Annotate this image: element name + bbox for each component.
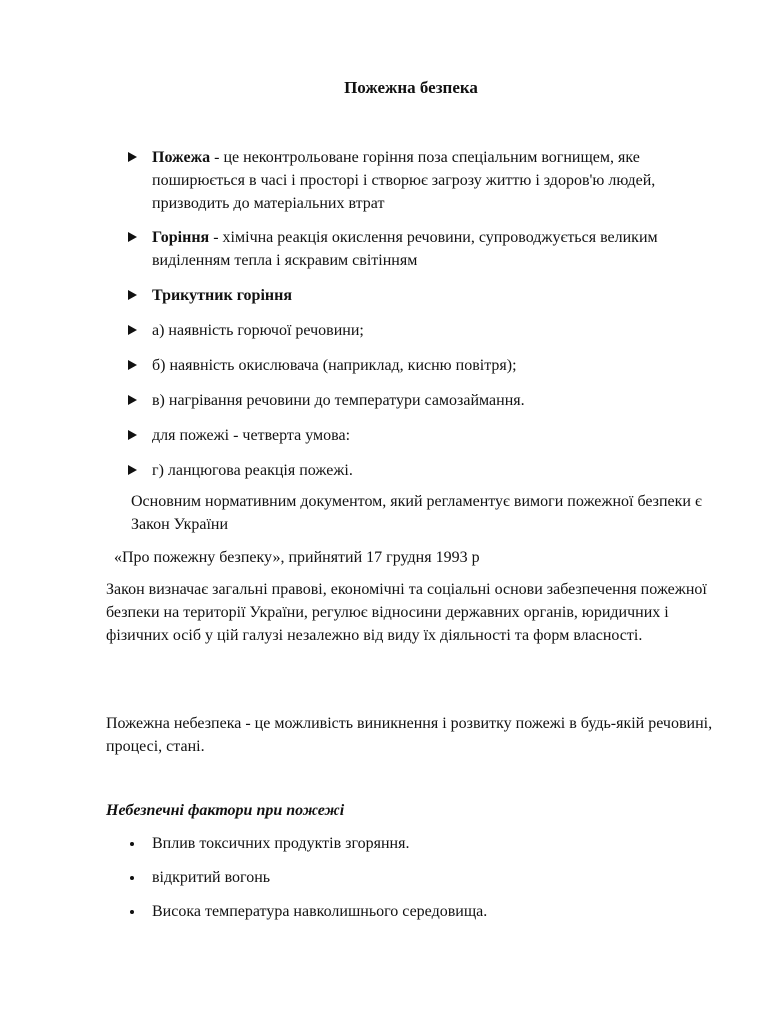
list-item <box>128 389 718 412</box>
list-item <box>128 900 688 923</box>
dot-bullet-icon <box>130 910 134 914</box>
regulatory-document-paragraph: Основним нормативним документом, який регламентує вимоги пожежної безпеки є Закон України <box>131 493 702 533</box>
dot-bullet-icon <box>130 876 134 880</box>
list-item-text: в) нагрівання речовини до температури самозаймання. <box>152 392 525 409</box>
list-item-text: - це неконтрольоване горіння поза спеціальним вогнищем, яке поширюється в часі і просторі і створює загрозу життю і здоров'ю людей, призводить до матеріальних втрат <box>152 149 656 212</box>
law-definition-paragraph: Закон визначає загальні правові, економічні та соціальні основи забезпечення пожежної безпеки на території України, регулює відносини державних органів, юридичних і фізичних осіб у цій галузі незалежно від виду їх діяльності та форм власності. <box>106 581 707 644</box>
list-item <box>128 146 718 215</box>
list-item <box>128 226 718 272</box>
dot-bullet-icon <box>130 842 134 846</box>
list-item <box>128 424 718 447</box>
list-item <box>128 459 718 482</box>
law-title-line: «Про пожежну безпеку», прийнятий 17 грудня 1993 р <box>114 549 480 566</box>
fire-danger-definition: Пожежна небезпека - це можливість виникнення і розвитку пожежі в будь-якій речовині, процесі, стані. <box>106 715 713 755</box>
list-item-term: Трикутник горіння <box>152 287 292 304</box>
list-item <box>128 354 718 377</box>
list-item-term: Пожежа <box>152 149 211 166</box>
arrow-bullet-icon <box>128 152 137 162</box>
fire-definitions-list <box>128 146 718 494</box>
arrow-bullet-icon <box>128 395 137 405</box>
list-item-text: для пожежі - четверта умова: <box>152 427 351 444</box>
list-item <box>128 866 688 889</box>
hazard-factors-heading: Небезпечні фактори при пожежі <box>106 802 345 819</box>
arrow-bullet-icon <box>128 325 137 335</box>
list-item-term: Горіння <box>152 229 210 246</box>
hazard-factors-list <box>128 832 688 934</box>
list-item <box>128 319 718 342</box>
list-item-text: б) наявність окислювача (наприклад, кисню повітря); <box>152 357 517 374</box>
list-item <box>128 284 718 307</box>
list-item-text: Висока температура навколишнього середовища. <box>152 903 488 920</box>
arrow-bullet-icon <box>128 465 137 475</box>
arrow-bullet-icon <box>128 360 137 370</box>
arrow-bullet-icon <box>128 290 137 300</box>
list-item-text: г) ланцюгова реакція пожежі. <box>152 462 353 479</box>
list-item-text: Вплив токсичних продуктів згоряння. <box>152 835 410 852</box>
list-item <box>128 832 688 855</box>
list-item-text: - хімічна реакція окислення речовини, супроводжується великим виділенням тепла і яскравим світінням <box>152 229 658 269</box>
arrow-bullet-icon <box>128 430 137 440</box>
arrow-bullet-icon <box>128 232 137 242</box>
list-item-text: відкритий вогонь <box>152 869 271 886</box>
document-title: Пожежна безпека <box>344 78 478 97</box>
list-item-text: а) наявність горючої речовини; <box>152 322 364 339</box>
